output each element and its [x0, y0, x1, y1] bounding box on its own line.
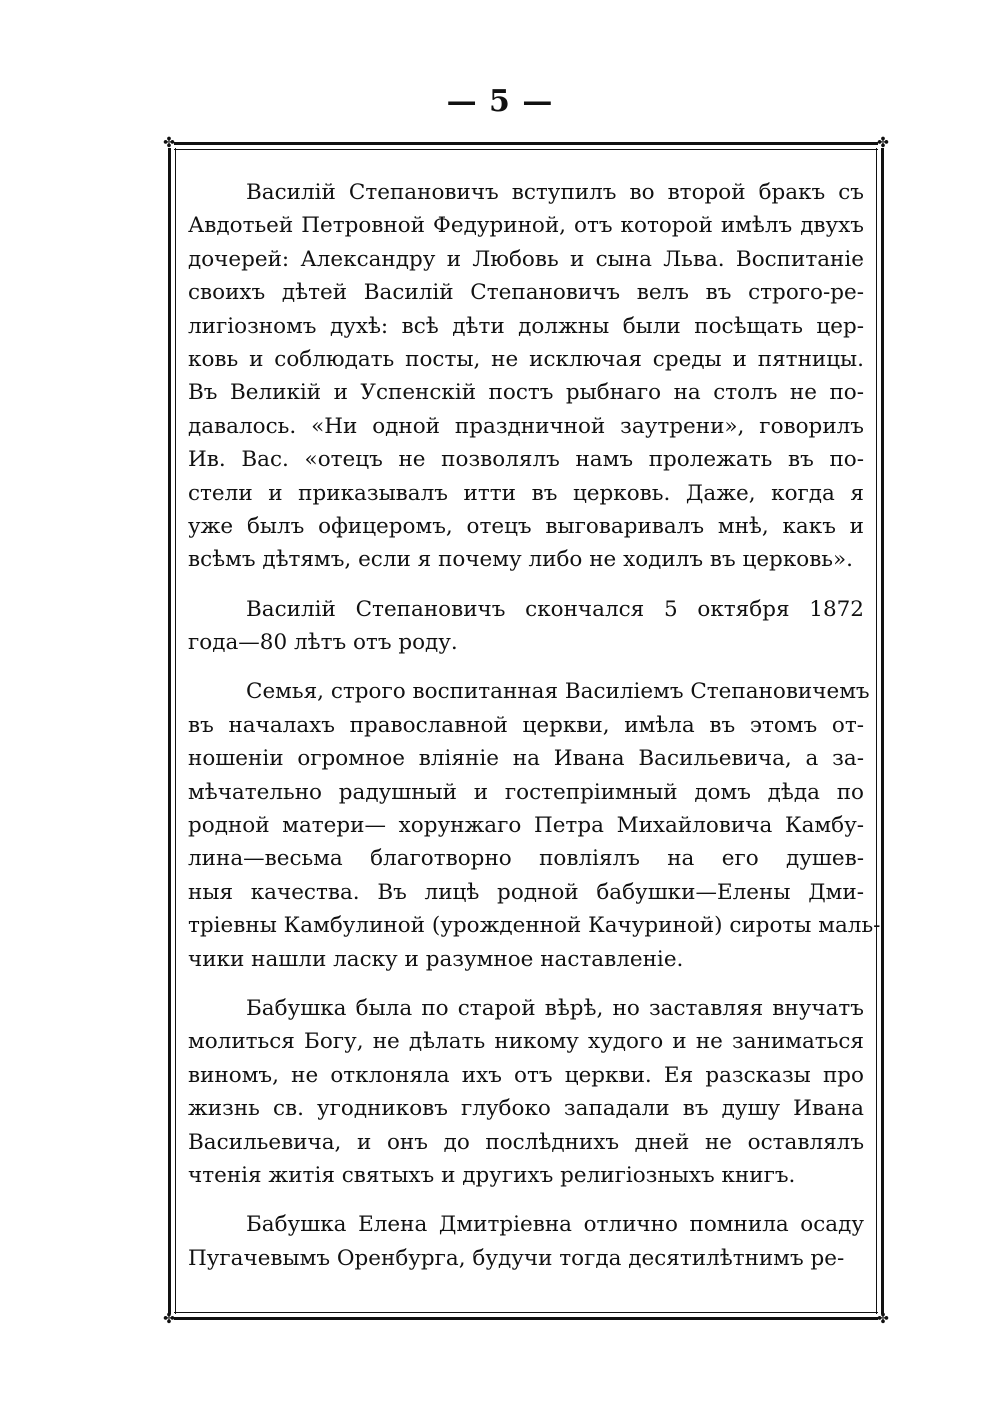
- text-line: тріевны Камбулиной (урожденной Качуриной) сироты маль-: [188, 913, 881, 939]
- text-line: лина—весьма благотворно повліялъ на его душев-: [188, 846, 864, 872]
- text-line: года—80 лѣтъ отъ роду.: [188, 630, 458, 656]
- text-line: мѣчательно радушный и гостепріимный домъ дѣда по: [188, 779, 864, 805]
- frame-left-rule: [168, 148, 171, 1314]
- text-line: жизнь св. угодниковъ глубоко западали въ душу Ивана: [188, 1096, 864, 1122]
- text-line: Василій Степановичъ скончался 5 октября 1872: [246, 596, 864, 622]
- frame-right-rule: [881, 148, 884, 1314]
- corner-ornament-icon: ✤: [163, 1311, 175, 1327]
- frame-bottom-rule: [174, 1317, 878, 1320]
- text-line: чтенія житія святыхъ и другихъ религіозныхъ книгъ.: [188, 1162, 796, 1188]
- paragraph: [188, 593, 864, 660]
- paragraph: [188, 1208, 864, 1275]
- text-line: Пугачевымъ Оренбурга, будучи тогда десятилѣтнимъ ре-: [188, 1245, 845, 1271]
- text-line: Ив. Вас. «отецъ не позволялъ намъ пролежать въ по-: [188, 447, 864, 473]
- frame-right-inner-rule: [876, 148, 877, 1314]
- text-line: дочерей: Александру и Любовь и сына Льва. Воспитаніе: [188, 246, 864, 272]
- text-line: ковь и соблюдать посты, не исключая среды и пятницы.: [188, 346, 864, 372]
- corner-ornament-icon: ✤: [877, 135, 889, 151]
- text-line: Бабушка Елена Дмитріевна отлично помнила осаду: [246, 1212, 864, 1238]
- body-text: [188, 176, 881, 1275]
- frame-top-rule: [174, 142, 878, 145]
- paragraph: [188, 176, 864, 577]
- frame-bottom-inner-rule: [174, 1312, 878, 1313]
- text-line: въ началахъ православной церкви, имѣла въ этомъ от-: [188, 712, 864, 738]
- text-line: ношеніи огромное вліяніе на Ивана Васильевича, а за-: [188, 746, 864, 772]
- paragraph: [188, 992, 864, 1192]
- frame-left-inner-rule: [175, 148, 176, 1314]
- text-line: давалось. «Ни одной праздничной заутрени», говорилъ: [188, 413, 864, 439]
- text-line: Семья, строго воспитанная Василіемъ Степановичемъ: [246, 679, 870, 705]
- text-line: чики нашли ласку и разумное наставленіе.: [188, 946, 684, 972]
- text-line: молиться Богу, не дѣлать никому худого и не заниматься: [188, 1029, 864, 1055]
- page-number: — 5 —: [446, 84, 554, 119]
- text-line: родной матери— хорунжаго Петра Михайловича Камбу-: [188, 813, 864, 839]
- text-line: ныя качества. Въ лицѣ родной бабушки—Елены Дми-: [188, 879, 864, 905]
- text-line: своихъ дѣтей Василій Степановичъ велъ въ строго-ре-: [188, 280, 864, 306]
- corner-ornament-icon: ✤: [877, 1311, 889, 1327]
- text-line: Василій Степановичъ вступилъ во второй бракъ съ: [246, 180, 864, 205]
- text-line: виномъ, не отклоняла ихъ отъ церкви. Ея разсказы про: [188, 1062, 864, 1088]
- paragraph: [188, 675, 881, 976]
- text-line: лигіозномъ духѣ: всѣ дѣти должны были посѣщать цер-: [188, 313, 864, 339]
- text-line: Авдотьей Петровной Федуриной, отъ которой имѣлъ двухъ: [188, 213, 864, 239]
- text-line: Васильевича, и онъ до послѣднихъ дней не оставлялъ: [188, 1129, 864, 1155]
- text-line: всѣмъ дѣтямъ, если я почему либо не ходилъ въ церковь».: [188, 547, 853, 573]
- text-line: стели и приказывалъ итти въ церковь. Даже, когда я: [188, 480, 864, 506]
- text-line: Въ Великій и Успенскій постъ рыбнаго на столъ не по-: [188, 380, 864, 406]
- frame-top-inner-rule: [174, 149, 878, 150]
- corner-ornament-icon: ✤: [163, 135, 175, 151]
- text-line: Бабушка была по старой вѣрѣ, но заставляя внучатъ: [246, 995, 864, 1021]
- text-line: уже былъ офицеромъ, отецъ выговаривалъ мнѣ, какъ и: [188, 513, 864, 539]
